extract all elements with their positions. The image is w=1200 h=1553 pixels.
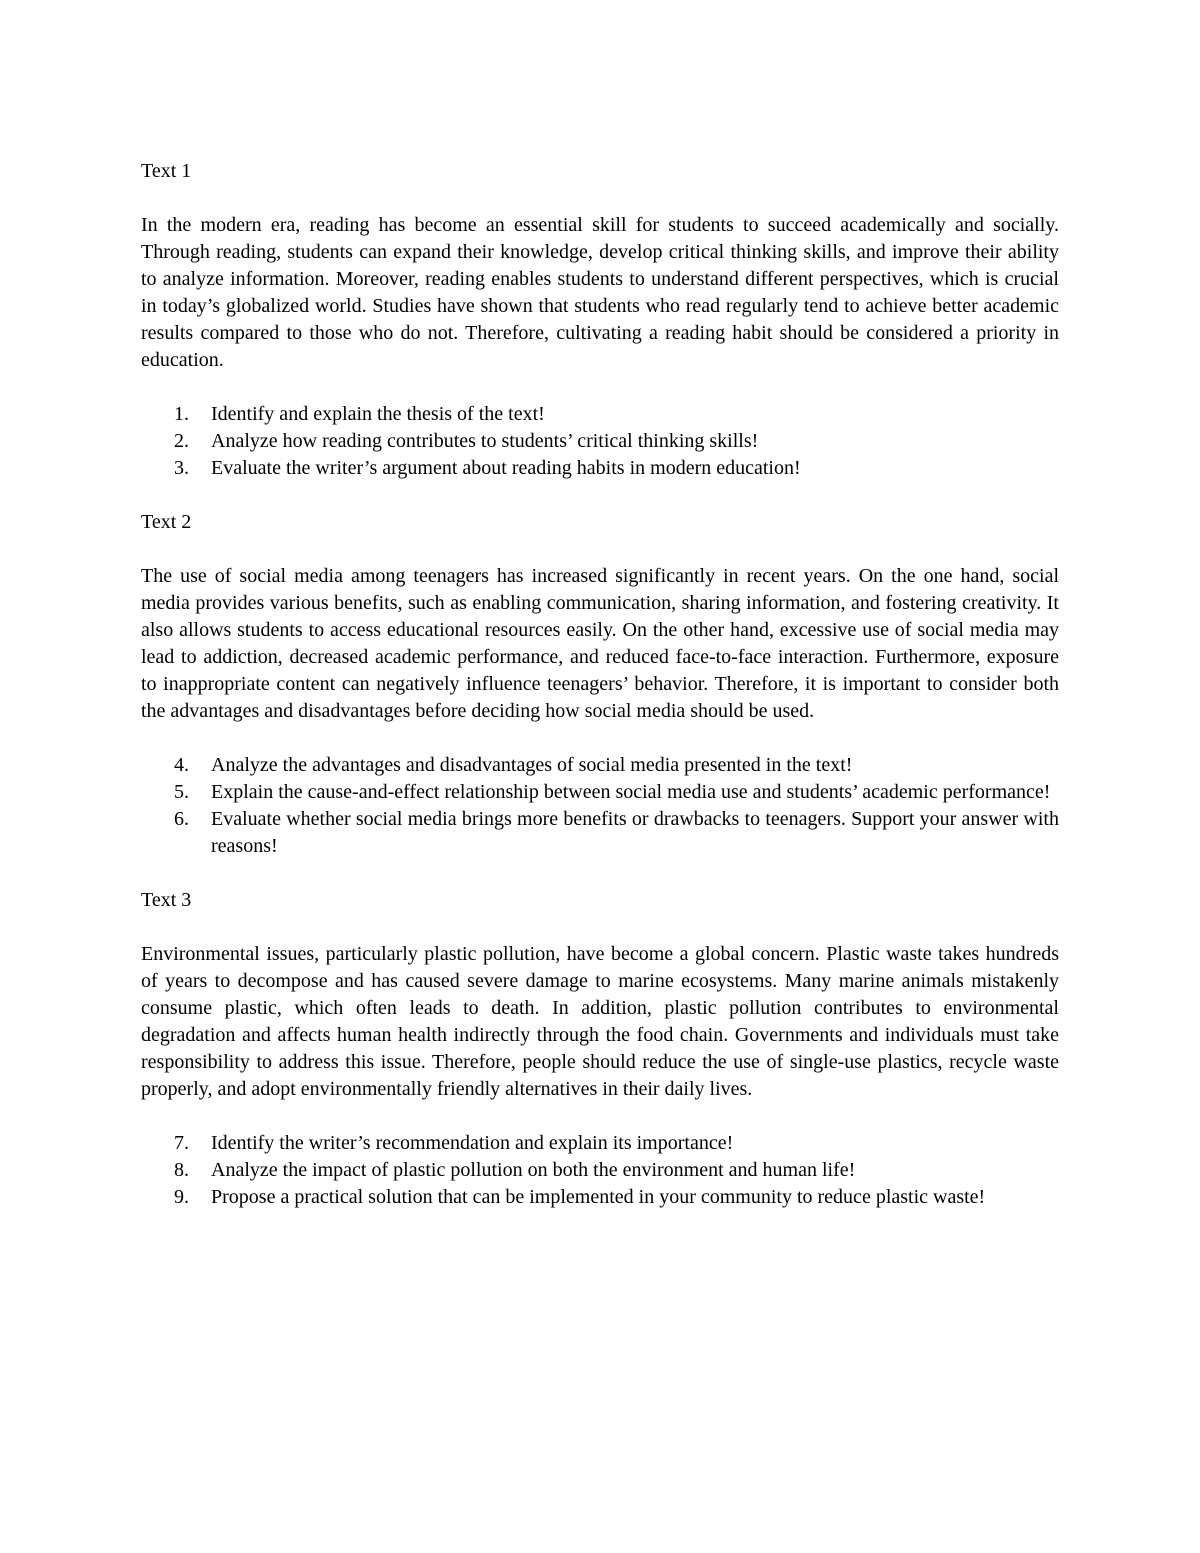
question-text: Analyze the advantages and disadvantages of social media presented in the text! [211,754,853,776]
question-number: 7. [174,1132,189,1154]
question-text: Evaluate whether social media brings more benefits or drawbacks to teenagers. Support your answer with reasons! [211,808,1059,857]
question-item [141,455,1059,482]
question-text: Propose a practical solution that can be implemented in your community to reduce plastic waste! [211,1186,986,1208]
section-heading: Text 1 [141,160,192,182]
question-item [141,1184,1059,1211]
question-item [141,779,1059,806]
passage-paragraph: Environmental issues, particularly plastic pollution, have become a global concern. Plastic waste takes hundreds of years to decompose and has caused severe damage to marine ecosystems. Many marine animals mistakenly consume plastic, which often leads to death. In addition, plastic pollution contributes to environmental degradation and affects human health indirectly through the food chain. Governments and individuals must take responsibility to address this issue. Therefore, people should reduce the use of single-use plastics, recycle waste properly, and adopt environmentally friendly alternatives in their daily lives. [141,943,1059,1100]
section-heading: Text 3 [141,889,192,911]
question-item [141,1130,1059,1157]
question-number: 9. [174,1186,189,1208]
question-number: 2. [174,430,189,452]
question-number: 4. [174,754,189,776]
passage-paragraph: The use of social media among teenagers has increased significantly in recent years. On the one hand, social media provides various benefits, such as enabling communication, sharing information, and fostering creativity. It also allows students to access educational resources easily. On the other hand, excessive use of social media may lead to addiction, decreased academic performance, and reduced face-to-face interaction. Furthermore, exposure to inappropriate content can negatively influence teenagers’ behavior. Therefore, it is important to consider both the advantages and disadvantages before deciding how social media should be used. [141,565,1059,722]
question-number: 3. [174,457,189,479]
question-list [141,752,1059,860]
section-heading: Text 2 [141,511,192,533]
question-number: 6. [174,808,189,830]
text-section-2 [141,509,1059,860]
question-item [141,806,1059,860]
text-section-3 [141,887,1059,1211]
text-section-1 [141,158,1059,482]
question-number: 1. [174,403,189,425]
passage-paragraph: In the modern era, reading has become an essential skill for students to succeed academically and socially. Through reading, students can expand their knowledge, develop critical thinking skills, and improve their ability to analyze information. Moreover, reading enables students to understand different perspectives, which is crucial in today’s globalized world. Studies have shown that students who read regularly tend to achieve better academic results compared to those who do not. Therefore, cultivating a reading habit should be considered a priority in education. [141,214,1059,371]
question-list [141,1130,1059,1211]
question-list [141,401,1059,482]
question-item [141,752,1059,779]
document-page [141,158,1059,1211]
question-number: 5. [174,781,189,803]
question-item [141,1157,1059,1184]
question-text: Explain the cause-and-effect relationship between social media use and students’ academic performance! [211,781,1051,803]
question-number: 8. [174,1159,189,1181]
question-item [141,428,1059,455]
question-text: Identify and explain the thesis of the text! [211,403,545,425]
question-text: Analyze how reading contributes to students’ critical thinking skills! [211,430,759,452]
question-item [141,401,1059,428]
question-text: Evaluate the writer’s argument about reading habits in modern education! [211,457,801,479]
question-text: Identify the writer’s recommendation and explain its importance! [211,1132,734,1154]
question-text: Analyze the impact of plastic pollution on both the environment and human life! [211,1159,856,1181]
